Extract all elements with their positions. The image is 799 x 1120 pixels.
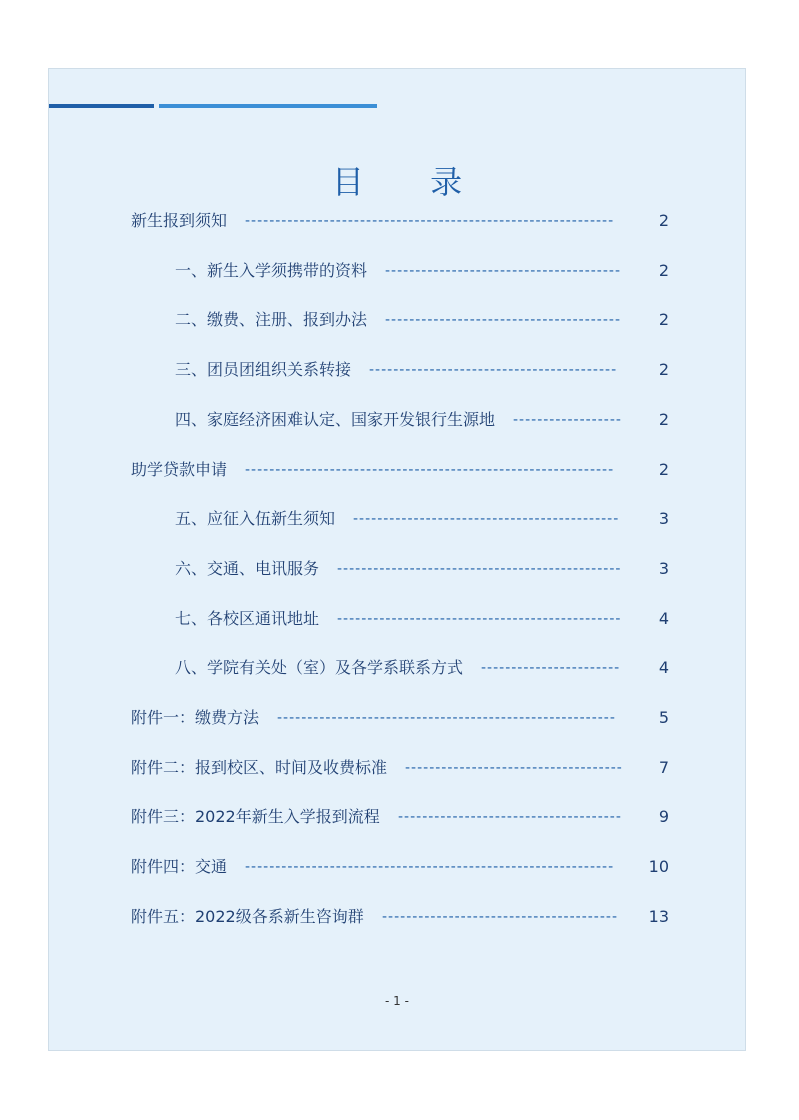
toc-entry-label: 七、各校区通讯地址: [175, 608, 320, 628]
toc-entry[interactable]: [131, 855, 669, 879]
toc-title: 目 录: [331, 163, 491, 201]
toc-entry-label: 四、家庭经济困难认定、国家开发银行生源地: [175, 409, 496, 429]
toc-entry[interactable]: [175, 607, 669, 631]
toc-leader-dashes: --------------------------------------------------------: [277, 710, 616, 726]
toc-entry[interactable]: [131, 756, 669, 780]
toc-entry-page-number: 2: [658, 211, 669, 230]
toc-leader-dashes: ---------------------------------------: [382, 908, 619, 925]
toc-entry[interactable]: [175, 259, 669, 283]
document-page: [48, 68, 746, 1051]
toc-entry-page-number: 4: [658, 658, 669, 678]
toc-entry-label: 附件三：2022年新生入学报到流程: [131, 807, 380, 827]
toc-entry-label: 附件一：缴费方法: [131, 708, 260, 727]
toc-entry[interactable]: [175, 507, 669, 531]
toc-entry-page-number: 2: [658, 459, 669, 479]
toc-leader-dashes: ------------------: [513, 411, 622, 428]
toc-entry-page-number: 4: [658, 608, 669, 628]
toc-leader-dashes: ---------------------------------------: [385, 312, 622, 329]
toc-entry[interactable]: [131, 706, 669, 730]
toc-entry-label: 六、交通、电讯服务: [175, 558, 320, 578]
toc-entry-label: 一、新生入学须携带的资料: [175, 260, 368, 280]
toc-entry-label: 附件四：交通: [131, 857, 228, 877]
toc-entry[interactable]: [131, 805, 669, 829]
toc-leader-dashes: -----------------------------------------------: [337, 610, 622, 627]
toc-entry-label: 二、缴费、注册、报到办法: [175, 310, 368, 330]
toc-leader-dashes: -------------------------------------------------------------: [245, 859, 615, 876]
toc-leader-dashes: --------------------------------------------: [353, 511, 620, 528]
toc-entry-page-number: 13: [648, 906, 669, 926]
toc-entry[interactable]: [175, 408, 669, 432]
toc-entry-page-number: 2: [658, 260, 669, 280]
toc-entry[interactable]: [131, 458, 669, 482]
toc-leader-dashes: ---------------------------------------: [385, 262, 622, 279]
toc-entry-label: 附件二：报到校区、时间及收费标准: [131, 757, 388, 777]
toc-entry-page-number: 3: [658, 509, 669, 529]
toc-entry[interactable]: [175, 308, 669, 332]
toc-entry-page-number: 9: [658, 807, 669, 827]
toc-entry[interactable]: [131, 209, 669, 233]
toc-entry-label: 五、应征入伍新生须知: [175, 509, 336, 529]
toc-entry-label: 新生报到须知: [131, 211, 228, 230]
toc-entry[interactable]: [131, 905, 669, 929]
toc-leader-dashes: -------------------------------------: [398, 809, 622, 826]
toc-entry[interactable]: [175, 557, 669, 581]
toc-leader-dashes: -----------------------: [481, 660, 621, 677]
toc-entry-page-number: 2: [658, 360, 669, 380]
page-number: - 1 -: [385, 994, 409, 1008]
toc-entry-page-number: 2: [658, 310, 669, 330]
toc-entry-label: 附件五：2022级各系新生咨询群: [131, 906, 364, 926]
toc-leader-dashes: -----------------------------------------------: [337, 560, 622, 577]
toc-entry-page-number: 3: [658, 558, 669, 578]
header-accent-bar-light: [159, 104, 377, 108]
toc-entry-label: 三、团员团组织关系转接: [175, 360, 352, 380]
toc-entry-page-number: 7: [658, 757, 669, 777]
toc-entry-label: 八、学院有关处（室）及各学系联系方式: [175, 658, 464, 678]
toc-entry-page-number: 2: [658, 409, 669, 429]
toc-leader-dashes: ------------------------------------: [405, 759, 623, 776]
toc-entry-label: 助学贷款申请: [131, 459, 228, 479]
toc-leader-dashes: -------------------------------------------------------------: [245, 213, 615, 229]
toc-leader-dashes: -------------------------------------------------------------: [245, 461, 615, 478]
toc-entry[interactable]: [175, 656, 669, 680]
toc-entry[interactable]: [175, 358, 669, 382]
toc-entry-page-number: 10: [648, 857, 669, 877]
toc-entry-page-number: 5: [658, 708, 669, 727]
header-accent-bar-dark: [49, 104, 154, 108]
toc-leader-dashes: -----------------------------------------: [369, 362, 618, 379]
